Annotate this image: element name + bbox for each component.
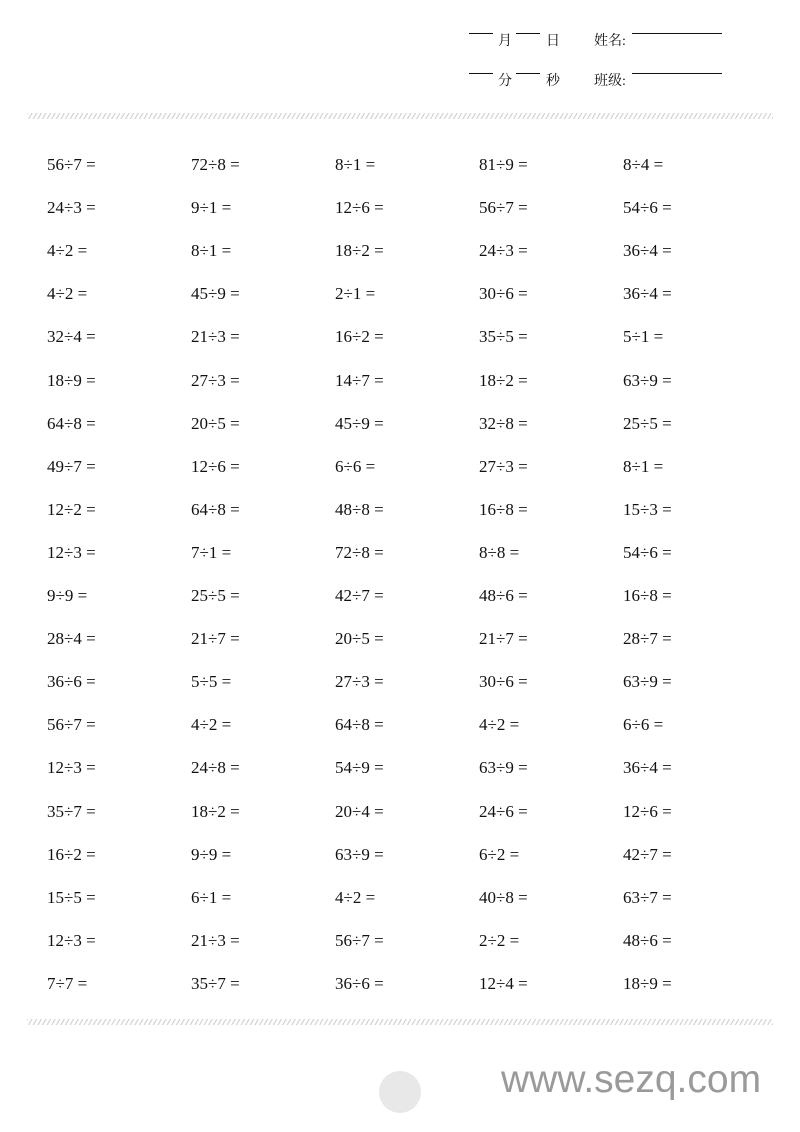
watermark: www.sezq.com xyxy=(501,1058,762,1101)
problem-item: 8÷1 = xyxy=(623,456,664,476)
problem-item: 21÷3 = xyxy=(191,930,240,950)
problem-item: 54÷6 = xyxy=(623,198,672,218)
problem-item: 56÷7 = xyxy=(479,198,528,218)
class-blank[interactable] xyxy=(632,73,722,74)
problem-item: 6÷6 = xyxy=(623,715,664,735)
problem-item: 6÷1 = xyxy=(191,887,232,907)
problem-item: 7÷1 = xyxy=(191,542,232,562)
problem-item: 24÷3 = xyxy=(479,241,528,261)
problem-item: 16÷2 = xyxy=(335,327,384,347)
problem-item: 35÷7 = xyxy=(47,801,96,821)
problem-item: 21÷3 = xyxy=(191,327,240,347)
problem-item: 18÷9 = xyxy=(623,973,672,993)
problem-item: 36÷4 = xyxy=(623,284,672,304)
name-label: 姓名: xyxy=(594,34,626,49)
problem-item: 12÷3 = xyxy=(47,758,96,778)
page-circle-decoration xyxy=(379,1071,421,1113)
problem-item: 12÷3 = xyxy=(47,930,96,950)
problem-item: 6÷6 = xyxy=(335,456,376,476)
problem-item: 14÷7 = xyxy=(335,370,384,390)
problem-item: 36÷6 = xyxy=(335,973,384,993)
problem-item: 12÷2 = xyxy=(47,499,96,519)
problem-item: 40÷8 = xyxy=(479,887,528,907)
problem-item: 54÷6 = xyxy=(623,542,672,562)
day-blank[interactable] xyxy=(516,33,540,34)
problem-item: 12÷6 = xyxy=(623,801,672,821)
problem-item: 15÷5 = xyxy=(47,887,96,907)
problem-item: 8÷1 = xyxy=(335,155,376,174)
problem-item: 49÷7 = xyxy=(47,456,96,476)
problem-item: 45÷9 = xyxy=(191,284,240,304)
problem-item: 56÷7 = xyxy=(47,715,96,735)
second-label: 秒 xyxy=(546,74,560,89)
problem-item: 63÷9 = xyxy=(623,672,672,692)
problem-item: 42÷7 = xyxy=(335,586,384,605)
problem-item: 21÷7 = xyxy=(479,629,528,649)
problem-item: 63÷9 = xyxy=(335,844,384,864)
problem-item: 27÷3 = xyxy=(479,456,528,476)
problem-item: 24÷6 = xyxy=(479,801,528,821)
minute-label: 分 xyxy=(498,74,512,89)
problem-item: 36÷4 = xyxy=(623,241,672,261)
minute-blank[interactable] xyxy=(469,73,493,74)
problem-item: 2÷2 = xyxy=(479,930,520,950)
problem-item: 72÷8 = xyxy=(335,542,384,562)
problem-item: 16÷8 = xyxy=(623,586,672,605)
month-label: 月 xyxy=(498,34,512,49)
problem-item: 36÷4 = xyxy=(623,758,672,778)
problem-item: 12÷4 = xyxy=(479,973,528,993)
problem-item: 35÷5 = xyxy=(479,327,528,347)
day-label: 日 xyxy=(546,34,560,49)
problem-item: 4÷2 = xyxy=(479,715,520,735)
problem-item: 63÷9 = xyxy=(623,370,672,390)
problem-item: 16÷8 = xyxy=(479,499,528,519)
problem-item: 6÷2 = xyxy=(479,844,520,864)
problem-item: 20÷4 = xyxy=(335,801,384,821)
problem-item: 8÷8 = xyxy=(479,542,520,562)
problem-item: 15÷3 = xyxy=(623,499,672,519)
problem-item: 64÷8 = xyxy=(191,499,240,519)
class-label: 班级: xyxy=(594,74,626,89)
problem-item: 35÷7 = xyxy=(191,973,240,993)
problem-item: 24÷3 = xyxy=(47,198,96,218)
problem-item: 45÷9 = xyxy=(335,413,384,433)
problem-item: 18÷2 = xyxy=(191,801,240,821)
problem-item: 72÷8 = xyxy=(191,155,240,174)
problem-item: 8÷1 = xyxy=(191,241,232,261)
problem-item: 20÷5 = xyxy=(191,413,240,433)
month-blank[interactable] xyxy=(469,33,493,34)
problem-item: 30÷6 = xyxy=(479,284,528,304)
problem-item: 64÷8 = xyxy=(335,715,384,735)
problem-item: 16÷2 = xyxy=(47,844,96,864)
problem-item: 42÷7 = xyxy=(623,844,672,864)
problem-item: 25÷5 = xyxy=(623,413,672,433)
problem-item: 7÷7 = xyxy=(47,973,88,993)
problem-item: 4÷2 = xyxy=(47,284,88,304)
second-blank[interactable] xyxy=(516,73,540,74)
problem-item: 8÷4 = xyxy=(623,155,664,174)
problem-item: 63÷7 = xyxy=(623,887,672,907)
problem-item: 27÷3 = xyxy=(335,672,384,692)
problem-item: 48÷8 = xyxy=(335,499,384,519)
problem-item: 25÷5 = xyxy=(191,586,240,605)
problem-item: 18÷2 = xyxy=(479,370,528,390)
problem-item: 36÷6 = xyxy=(47,672,96,692)
problem-item: 5÷1 = xyxy=(623,327,664,347)
problem-item: 64÷8 = xyxy=(47,413,96,433)
problem-item: 32÷8 = xyxy=(479,413,528,433)
problem-item: 18÷9 = xyxy=(47,370,96,390)
problem-item: 20÷5 = xyxy=(335,629,384,649)
problem-item: 27÷3 = xyxy=(191,370,240,390)
problem-item: 81÷9 = xyxy=(479,155,528,174)
problem-item: 12÷6 = xyxy=(335,198,384,218)
problem-item: 48÷6 = xyxy=(479,586,528,605)
problem-item: 54÷9 = xyxy=(335,758,384,778)
problem-item: 21÷7 = xyxy=(191,629,240,649)
problem-item: 48÷6 = xyxy=(623,930,672,950)
problem-item: 32÷4 = xyxy=(47,327,96,347)
problem-item: 24÷8 = xyxy=(191,758,240,778)
problem-item: 28÷4 = xyxy=(47,629,96,649)
problem-item: 12÷3 = xyxy=(47,542,96,562)
problem-item: 9÷9 = xyxy=(47,586,88,605)
problem-item: 63÷9 = xyxy=(479,758,528,778)
problem-item: 30÷6 = xyxy=(479,672,528,692)
top-divider xyxy=(27,113,773,119)
problem-item: 2÷1 = xyxy=(335,284,376,304)
problem-item: 9÷1 = xyxy=(191,198,232,218)
problem-item: 4÷2 = xyxy=(191,715,232,735)
problem-item: 4÷2 = xyxy=(335,887,376,907)
name-blank[interactable] xyxy=(632,33,722,34)
bottom-divider xyxy=(27,1019,773,1025)
problem-item: 4÷2 = xyxy=(47,241,88,261)
problem-item: 9÷9 = xyxy=(191,844,232,864)
problem-item: 12÷6 = xyxy=(191,456,240,476)
problem-item: 28÷7 = xyxy=(623,629,672,649)
problem-item: 18÷2 = xyxy=(335,241,384,261)
problem-item: 56÷7 = xyxy=(47,155,96,174)
problem-item: 56÷7 = xyxy=(335,930,384,950)
problem-item: 5÷5 = xyxy=(191,672,232,692)
